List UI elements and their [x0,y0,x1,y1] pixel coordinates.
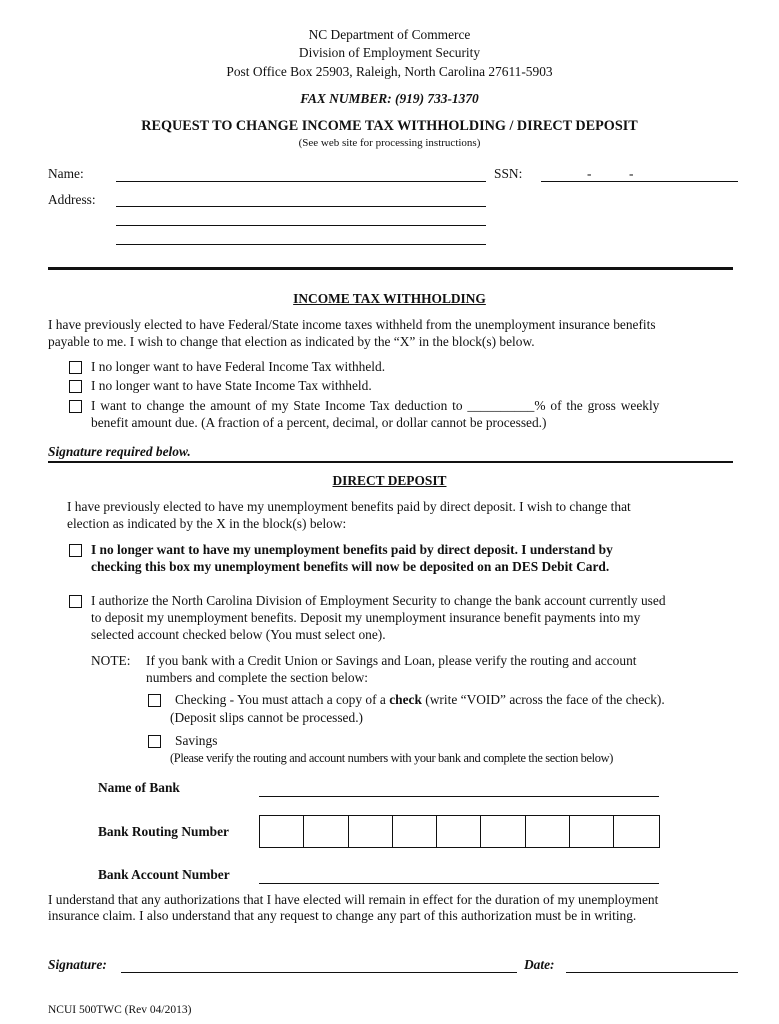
change-state-tax-label: I want to change the amount of my State Income Tax deduction to __________% of the gross weekly [91,398,660,413]
mailing-address: Post Office Box 25903, Raleigh, North Carolina 27611-5903 [226,64,553,79]
stop-direct-deposit-checkbox[interactable] [69,544,82,557]
name-label: Name: [48,166,84,181]
date-field[interactable] [566,972,738,973]
checking-text: Checking - You must attach a copy of a [175,692,390,707]
routing-digit-box[interactable] [437,816,481,847]
name-field[interactable] [116,181,486,182]
state-tax-option-label: I no longer want to have State Income Tax withheld. [91,378,372,393]
deposit-heading: DIRECT DEPOSIT [332,473,447,488]
signature-required-note: Signature required below. [48,444,191,459]
change-bank-account-label: selected account checked below (You must select one). [91,627,386,642]
stop-direct-deposit-label: checking this box my unemployment benefits will now be deposited on an DES Debit Card. [91,559,610,574]
routing-digit-box[interactable] [614,816,658,847]
routing-digit-box[interactable] [481,816,525,847]
agency-name: NC Department of Commerce [308,27,471,42]
withholding-heading: INCOME TAX WITHHOLDING [293,291,486,306]
checking-emphasis: check [389,692,422,707]
withholding-intro: payable to me. I wish to change that election as indicated by the “X” in the block(s) below. [48,334,535,349]
routing-digit-box[interactable] [349,816,393,847]
routing-digit-box[interactable] [526,816,570,847]
address-label: Address: [48,192,96,207]
ssn-separator: - [587,166,592,181]
change-bank-account-label: to deposit my unemployment benefits. Deposit my unemployment insurance benefit payments into my [91,610,641,625]
fax-number: FAX NUMBER: (919) 733-1370 [300,91,479,106]
note-text: If you bank with a Credit Union or Savings and Loan, please verify the routing and account [146,653,637,668]
date-label: Date: [524,957,555,972]
account-number-field[interactable] [259,883,659,884]
form-subtitle: (See web site for processing instructions) [298,137,481,149]
change-state-tax-checkbox[interactable] [69,400,82,413]
address-field-line-2[interactable] [116,225,486,226]
authorization-statement: insurance claim. I also understand that any request to change any part of this authorization must be in writing. [48,908,637,923]
ssn-separator: - [629,166,634,181]
routing-digit-box[interactable] [570,816,614,847]
checking-sub-note: (Deposit slips cannot be processed.) [170,710,364,725]
stop-direct-deposit-label: I no longer want to have my unemployment benefits paid by direct deposit. I understand by [91,542,613,557]
state-tax-checkbox[interactable] [69,380,82,393]
checking-option-label [175,692,665,708]
section-divider [48,461,733,463]
savings-checkbox[interactable] [148,735,161,748]
deposit-intro: I have previously elected to have my unemployment benefits paid by direct deposit. I wish to change that [67,499,631,514]
federal-tax-option-label: I no longer want to have Federal Income Tax withheld. [91,359,386,374]
withholding-intro: I have previously elected to have Federal/State income taxes withheld from the unemployment insurance benefits [48,317,656,332]
routing-number-boxes[interactable] [259,815,660,848]
address-field-line-3[interactable] [116,244,486,245]
checking-checkbox[interactable] [148,694,161,707]
signature-label: Signature: [48,957,107,972]
federal-tax-checkbox[interactable] [69,361,82,374]
savings-option-label: Savings [175,733,218,748]
note-label: NOTE: [91,653,131,668]
bank-name-label: Name of Bank [98,780,180,795]
division-name: Division of Employment Security [298,45,481,60]
savings-sub-note: (Please verify the routing and account numbers with your bank and complete the section below) [170,751,613,765]
section-divider [48,267,733,270]
note-text: numbers and complete the section below: [146,670,368,685]
form-title: REQUEST TO CHANGE INCOME TAX WITHHOLDING / DIRECT DEPOSIT [141,118,638,134]
ssn-label: SSN: [494,166,523,181]
deposit-intro: election as indicated by the X in the block(s) below: [67,516,347,531]
routing-number-label: Bank Routing Number [98,824,229,839]
routing-digit-box[interactable] [393,816,437,847]
signature-field[interactable] [121,972,517,973]
checking-text: (write “VOID” across the face of the check). [421,692,665,707]
change-bank-account-checkbox[interactable] [69,595,82,608]
bank-name-field[interactable] [259,796,659,797]
ssn-field[interactable] [541,181,738,182]
routing-digit-box[interactable] [304,816,348,847]
form-identifier: NCUI 500TWC (Rev 04/2013) [48,1004,192,1016]
authorization-statement: I understand that any authorizations that I have elected will remain in effect for the duration of my unemployment [48,892,659,907]
address-field-line-1[interactable] [116,206,486,207]
change-state-tax-label: benefit amount due. (A fraction of a percent, decimal, or dollar cannot be processed.) [91,415,547,430]
account-number-label: Bank Account Number [98,867,230,882]
change-bank-account-label: I authorize the North Carolina Division of Employment Security to change the bank account currently used [91,593,666,608]
routing-digit-box[interactable] [260,816,304,847]
